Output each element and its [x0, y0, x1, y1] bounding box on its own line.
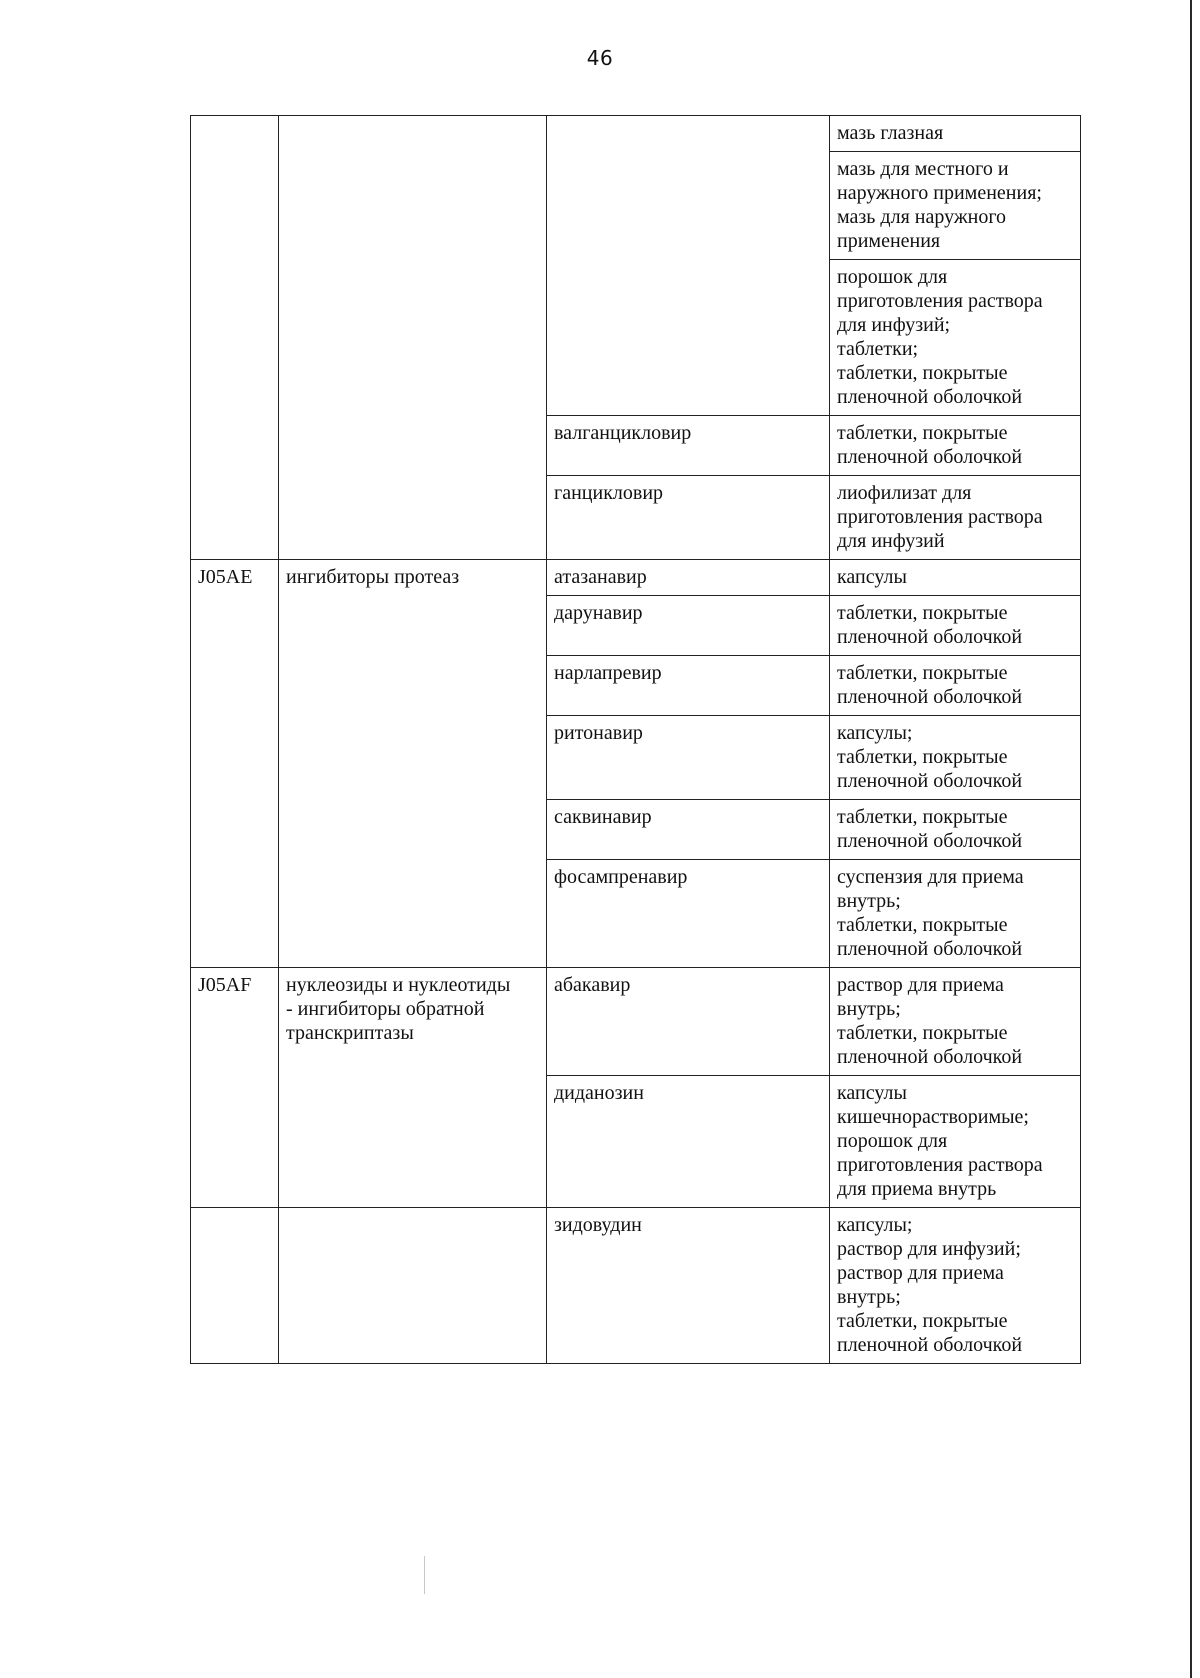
table-row: [191, 560, 1081, 596]
drug-name-cell: ритонавир: [547, 716, 830, 800]
drug-name-cell: диданозин: [547, 1076, 830, 1208]
dosage-form-cell: капсулы; таблетки, покрытые пленочной оболочкой: [830, 716, 1081, 800]
atc-code-cell: [191, 1208, 279, 1364]
scan-edge-line: [1190, 0, 1192, 1678]
dosage-form-cell: таблетки, покрытые пленочной оболочкой: [830, 596, 1081, 656]
dosage-form-cell: капсулы кишечнорастворимые; порошок для приготовления раствора для приема внутрь: [830, 1076, 1081, 1208]
atc-code-cell: [191, 116, 279, 560]
dosage-form-cell: таблетки, покрытые пленочной оболочкой: [830, 656, 1081, 716]
drug-table-body: [191, 116, 1081, 1364]
table-row: [191, 116, 1081, 152]
dosage-form-cell: мазь глазная: [830, 116, 1081, 152]
dosage-form-cell: таблетки, покрытые пленочной оболочкой: [830, 800, 1081, 860]
group-name-cell: [279, 1208, 547, 1364]
drug-name-cell: атазанавир: [547, 560, 830, 596]
group-name-cell: ингибиторы протеаз: [279, 560, 547, 968]
dosage-form-cell: лиофилизат для приготовления раствора для инфузий: [830, 476, 1081, 560]
drug-name-cell: саквинавир: [547, 800, 830, 860]
drug-name-cell: зидовудин: [547, 1208, 830, 1364]
page-number: 46: [586, 46, 614, 70]
dosage-form-cell: капсулы: [830, 560, 1081, 596]
drug-table: [190, 115, 1081, 1364]
drug-name-cell: нарлапревир: [547, 656, 830, 716]
drug-name-cell: [547, 116, 830, 416]
dosage-form-cell: суспензия для приема внутрь; таблетки, покрытые пленочной оболочкой: [830, 860, 1081, 968]
group-name-cell: нуклеозиды и нуклеотиды - ингибиторы обратной транскриптазы: [279, 968, 547, 1208]
atc-code-cell: J05AF: [191, 968, 279, 1208]
drug-name-cell: дарунавир: [547, 596, 830, 656]
drug-name-cell: валганцикловир: [547, 416, 830, 476]
drug-name-cell: абакавир: [547, 968, 830, 1076]
dosage-form-cell: раствор для приема внутрь; таблетки, покрытые пленочной оболочкой: [830, 968, 1081, 1076]
atc-code-cell: J05AE: [191, 560, 279, 968]
dosage-form-cell: таблетки, покрытые пленочной оболочкой: [830, 416, 1081, 476]
table-row: [191, 968, 1081, 1076]
dosage-form-cell: мазь для местного и наружного применения; мазь для наружного применения: [830, 152, 1081, 260]
dosage-form-cell: капсулы; раствор для инфузий; раствор для приема внутрь; таблетки, покрытые пленочной оболочкой: [830, 1208, 1081, 1364]
scan-speck: [424, 1556, 425, 1594]
drug-name-cell: фосампренавир: [547, 860, 830, 968]
table-row: [191, 1208, 1081, 1364]
drug-name-cell: ганцикловир: [547, 476, 830, 560]
dosage-form-cell: порошок для приготовления раствора для инфузий; таблетки; таблетки, покрытые пленочной оболочкой: [830, 260, 1081, 416]
group-name-cell: [279, 116, 547, 560]
